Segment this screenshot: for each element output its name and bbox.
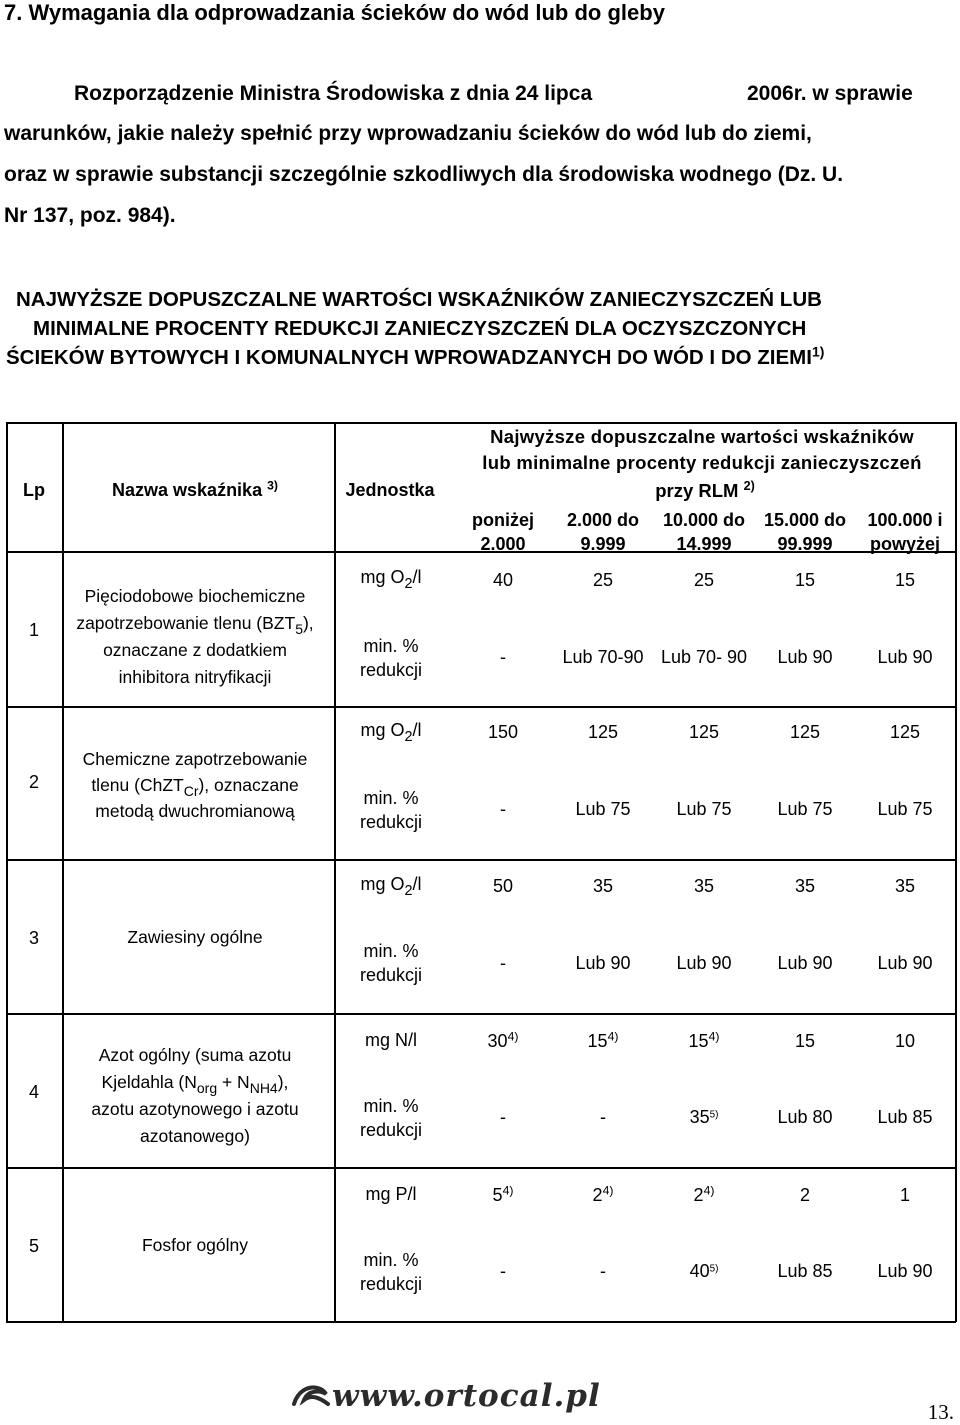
cell-value: - — [500, 647, 506, 667]
caps-title-line-3: ŚCIEKÓW BYTOWYCH I KOMUNALNYCH WPROWADZANYCH DO WÓD I DO ZIEMI$^{1)}$ — [6, 343, 825, 369]
cell-value: 125 — [688, 722, 720, 742]
col-header-lp: Lp — [23, 480, 45, 500]
cell-value: 35$^{5)}$ — [689, 1107, 719, 1127]
row-unit-value: mg N/l — [364, 1030, 418, 1050]
page-number: 13. — [927, 1400, 954, 1424]
cell-value: 35 — [592, 876, 614, 896]
cell-value: Lub 85 — [777, 1261, 833, 1281]
group-header-line-1: Najwyższe dopuszczalne wartości wskaźników — [490, 426, 914, 447]
cell-value: 10 — [894, 1031, 916, 1051]
range-header-5: 100.000 i powyżej — [867, 510, 943, 554]
row-lp: 2 — [28, 772, 40, 792]
range-header-3: 10.000 do 14.999 — [662, 510, 746, 554]
row-lp: 4 — [28, 1082, 40, 1102]
footer-logo — [290, 1378, 601, 1414]
row-lp: 5 — [28, 1236, 40, 1256]
caps-title-line-2: MINIMALNE PROCENTY REDUKCJI ZANIECZYSZCZEŃ DLA OCZYSZCZONYCH — [33, 317, 807, 340]
range-header-1: poniżej 2.000 — [472, 510, 534, 554]
group-header-line-3: przy RLM $^{2)}$ — [655, 479, 755, 501]
row-unit-value: mg P/l — [365, 1184, 417, 1204]
row-lp: 1 — [28, 620, 40, 640]
cell-value: 5$^{4)}$ — [492, 1183, 514, 1205]
cell-value: 35 — [693, 876, 715, 896]
row-unit-reduction: min. % redukcji — [359, 788, 423, 832]
cell-value: 2 — [799, 1185, 811, 1205]
intro-line-4: Nr 137, poz. 984). — [4, 204, 176, 227]
cell-value: - — [600, 1261, 606, 1281]
row-name: Pięciodobowe biochemiczne zapotrzebowanie tlenu $(BZT_5)$, oznaczane z dodatkiem inhibitora nitryfikacji — [76, 586, 314, 687]
cell-value: 40 — [492, 570, 514, 590]
cell-value: Lub 75 — [877, 799, 933, 819]
row-name: Zawiesiny ogólne — [127, 927, 263, 947]
row-lp: 3 — [28, 928, 40, 948]
cell-value: - — [500, 1107, 506, 1127]
cell-value: 150 — [487, 722, 519, 742]
cell-value: 50 — [492, 876, 514, 896]
cell-value: 15 — [794, 570, 816, 590]
range-header-2: 2.000 do 9.999 — [566, 510, 640, 554]
cell-value: Lub 85 — [877, 1107, 933, 1127]
intro-line-3: oraz w sprawie substancji szczególnie szkodliwych dla środowiska wodnego (Dz. U. — [4, 163, 844, 186]
range-header-4: 15.000 do 99.999 — [763, 510, 847, 554]
cell-value: Lub 75 — [575, 799, 631, 819]
row-name: Chemiczne zapotrzebowanie tlenu (ChZT$_{Cr}$), oznaczane metodą dwuchromianową — [82, 749, 308, 821]
cell-value: 30$^{4)}$ — [487, 1029, 519, 1051]
intro-line-2: warunków, jakie należy spełnić przy wprowadzaniu ścieków do wód lub do ziemi, — [4, 122, 812, 145]
cell-value: 15$^{4)}$ — [587, 1029, 619, 1051]
cell-value: Lub 90 — [777, 953, 833, 973]
cell-value: Lub 90 — [877, 647, 933, 667]
row-unit-reduction: min. % redukcji — [359, 1250, 423, 1294]
caps-title-footnote: 1) — [811, 343, 825, 360]
cell-value: 1 — [899, 1185, 911, 1205]
row-unit-reduction: min. % redukcji — [359, 1096, 423, 1140]
cell-value: 125 — [587, 722, 619, 742]
cell-value: Lub 70- 90 — [660, 647, 748, 667]
row-name: Fosfor ogólny — [141, 1235, 249, 1255]
cell-value: 40$^{5)}$ — [689, 1261, 719, 1281]
cell-value: Lub 75 — [777, 799, 833, 819]
group-header-line-2: lub minimalne procenty redukcji zanieczyszczeń — [482, 452, 922, 473]
cell-value: Lub 80 — [777, 1107, 833, 1127]
col-header-name: Nazwa wskaźnika $^{3)}$ — [112, 478, 278, 500]
swirl-logo-icon — [290, 1380, 332, 1410]
cell-value: - — [500, 1261, 506, 1281]
row-unit-value: mg $O_2/l$ — [360, 567, 422, 593]
cell-value: Lub 90 — [676, 953, 732, 973]
cell-value: Lub 70-90 — [562, 647, 644, 667]
cell-value: Lub 90 — [575, 953, 631, 973]
row-name: Azot ogólny (suma azotu Kjeldahla $(N_{org} + N_{NH4})$, azotu azotynowego i azotu azotanowego) — [91, 1045, 299, 1146]
cell-value: 2$^{4)}$ — [592, 1183, 614, 1205]
caps-title-line-1: NAJWYŻSZE DOPUSZCZALNE WARTOŚCI WSKAŹNIKÓW ZANIECZYSZCZEŃ LUB — [16, 288, 822, 311]
row-unit-reduction: min. % redukcji — [359, 636, 423, 680]
cell-value: 125 — [789, 722, 821, 742]
cell-value: Lub 90 — [877, 1261, 933, 1281]
cell-value: - — [600, 1107, 606, 1127]
cell-value: 25 — [592, 570, 614, 590]
intro-line-1b: 2006r. w sprawie — [747, 82, 913, 105]
footer-logo-text: www.ortocal.pl — [332, 1378, 601, 1414]
section-heading: 7. Wymagania dla odprowadzania ścieków do wód lub do gleby — [4, 0, 665, 25]
cell-value: 25 — [693, 570, 715, 590]
cell-value: 15$^{4)}$ — [688, 1029, 720, 1051]
intro-line-1a: Rozporządzenie Ministra Środowiska z dnia 24 lipca — [74, 82, 593, 105]
cell-value: 125 — [889, 722, 921, 742]
cell-value: Lub 90 — [777, 647, 833, 667]
row-unit-reduction: min. % redukcji — [359, 941, 423, 985]
row-unit-value: mg $O_2/l$ — [360, 874, 422, 900]
cell-value: 15 — [894, 570, 916, 590]
cell-value: Lub 75 — [676, 799, 732, 819]
col-header-unit: Jednostka — [345, 480, 435, 500]
cell-value: Lub 90 — [877, 953, 933, 973]
cell-value: - — [500, 799, 506, 819]
cell-value: 35 — [794, 876, 816, 896]
cell-value: 35 — [894, 876, 916, 896]
cell-value: 2$^{4)}$ — [693, 1183, 715, 1205]
row-unit-value: mg $O_2/l$ — [360, 720, 422, 746]
cell-value: 15 — [794, 1031, 816, 1051]
cell-value: - — [500, 953, 506, 973]
